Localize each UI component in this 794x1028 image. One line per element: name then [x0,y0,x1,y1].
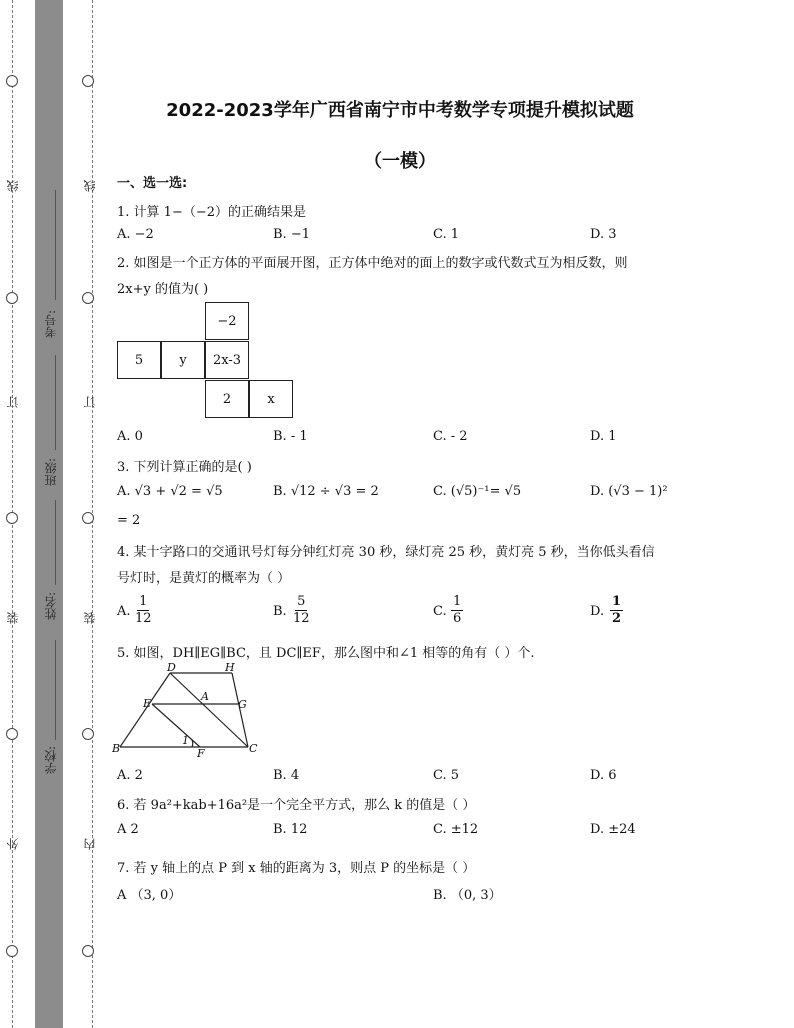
q2-option-c: C. ‐ 2 [433,429,468,444]
q4-option-c-fraction [451,594,463,627]
outer-char-install: 装 [6,612,20,624]
q2-option-a: A. 0 [117,429,143,444]
field-label-name: 姓名: [44,592,58,621]
outer-char-outside: 外 [6,838,20,850]
q5-option-d: D. 6 [590,768,617,783]
q7-option-a: A （3, 0） [117,888,182,903]
binding-hole-icon [82,945,94,957]
q3-option-b: B. √12 ÷ √3 = 2 [273,484,379,499]
fraction-denominator: 12 [293,611,310,626]
q4-option-c-letter: C. [433,604,447,619]
question-2-stem-cont: 2x+y 的值为( ) [117,282,209,297]
fraction-numerator: 5 [297,594,306,609]
inner-char-inside: 内 [83,838,97,850]
fraction-numerator: 1 [139,594,148,609]
field-line-school [55,640,56,740]
fraction-denominator: 12 [135,611,152,626]
q1-option-d: D. 3 [590,227,617,242]
parallel-lines-figure [112,660,272,760]
field-label-exam-number: 考号: [44,310,58,339]
segment-bd [120,673,170,747]
q5-option-b: B. 4 [273,768,300,783]
q3-option-d-cont: = 2 [117,513,141,528]
field-line-name [55,500,56,585]
q1-option-b: B. −1 [273,227,310,242]
binding-hole-icon [6,292,18,304]
q2-option-d: D. 1 [590,429,617,444]
field-label-school: 学校: [44,746,58,775]
q4-option-b-letter: B. [273,604,287,619]
question-4-stem-cont: 号灯时，是黄灯的概率为（ ） [117,571,291,586]
q1-option-c: C. 1 [433,227,460,242]
fraction-numerator: 1 [612,594,622,609]
q6-option-d: D. ±24 [590,822,636,837]
net-cell: y [161,341,205,379]
net-cell: x [249,380,293,418]
point-label-f: F [197,747,205,760]
q1-option-a: A. −2 [117,227,154,242]
question-4-stem: 4. 某十字路口的交通讯号灯每分钟红灯亮 30 秒，绿灯亮 25 秒，黄灯亮 5 秒，当你低头看信 [117,545,655,560]
field-line-exam-number [55,190,56,300]
net-cell: 2 [205,380,249,418]
point-label-a: A [201,690,209,703]
question-5-stem: 5. 如图，DH∥EG∥BC，且 DC∥EF，那么图中和∠1 相等的角有（ ）个. [117,646,535,661]
question-2-stem: 2. 如图是一个正方体的平面展开图，正方体中绝对的面上的数字或代数式互为相反数，则 [117,256,628,271]
gray-binding-strip [35,0,63,1028]
binding-hole-icon [82,728,94,740]
net-cell: 2x-3 [205,341,249,379]
q6-option-b: B. 12 [273,822,308,837]
inner-char-install: 装 [83,612,97,624]
section-heading: 一、选一选: [117,176,188,191]
point-label-d: D [167,661,176,674]
question-1-stem: 1. 计算 1−（−2）的正确结果是 [117,205,306,220]
inner-char-bind: 订 [83,396,97,408]
binding-hole-icon [6,728,18,740]
field-label-class: 班级: [44,458,58,487]
page-title: 2022-2023学年广西省南宁市中考数学专项提升模拟试题 [166,100,634,121]
binding-hole-icon [6,75,18,87]
binding-hole-icon [6,945,18,957]
point-label-g: G [238,698,247,711]
point-label-c: C [249,742,258,755]
point-label-h: H [225,661,235,674]
q4-option-b-fraction [293,594,310,627]
fraction-denominator: 2 [612,611,622,626]
field-line-class [55,355,56,450]
net-cell: 5 [117,341,161,379]
q6-option-c: C. ±12 [433,822,479,837]
angle-1-arc [192,740,193,747]
q2-option-b: B. ‐ 1 [273,429,308,444]
q4-option-a-letter: A. [117,604,131,619]
q3-option-c: C. (√5)⁻¹= √5 [433,484,522,499]
q4-option-d-letter: D. [590,604,605,619]
q6-option-a: A 2 [117,822,139,837]
q3-option-d: D. (√3 − 1)² [590,484,668,499]
q5-option-a: A. 2 [117,768,143,783]
q3-option-a: A. √3 + √2 = √5 [117,484,223,499]
q5-option-c: C. 5 [433,768,460,783]
fraction-numerator: 1 [453,594,462,609]
question-3-stem: 3. 下列计算正确的是( ) [117,460,252,475]
question-7-stem: 7. 若 y 轴上的点 P 到 x 轴的距离为 3，则点 P 的坐标是（ ） [117,861,476,876]
angle-label-1: 1 [182,734,189,747]
fraction-denominator: 6 [453,611,462,626]
q4-option-d-fraction [610,594,623,627]
point-label-e: E [143,697,152,710]
binding-hole-icon [82,512,94,524]
point-label-b: B [112,742,121,755]
question-6-stem: 6. 若 9a²+kab+16a²是一个完全平方式，那么 k 的值是（ ） [117,798,476,813]
inner-char-line: 线 [83,180,97,192]
binding-hole-icon [6,512,18,524]
binding-hole-icon [82,292,94,304]
outer-char-bind: 订 [6,396,20,408]
binding-hole-icon [82,75,94,87]
q7-option-b: B. （0, 3） [433,888,502,903]
page-subtitle: （一模） [364,151,436,172]
outer-char-line: 线 [6,180,20,192]
net-cell: −2 [205,302,249,340]
q4-option-a-fraction [135,594,152,627]
